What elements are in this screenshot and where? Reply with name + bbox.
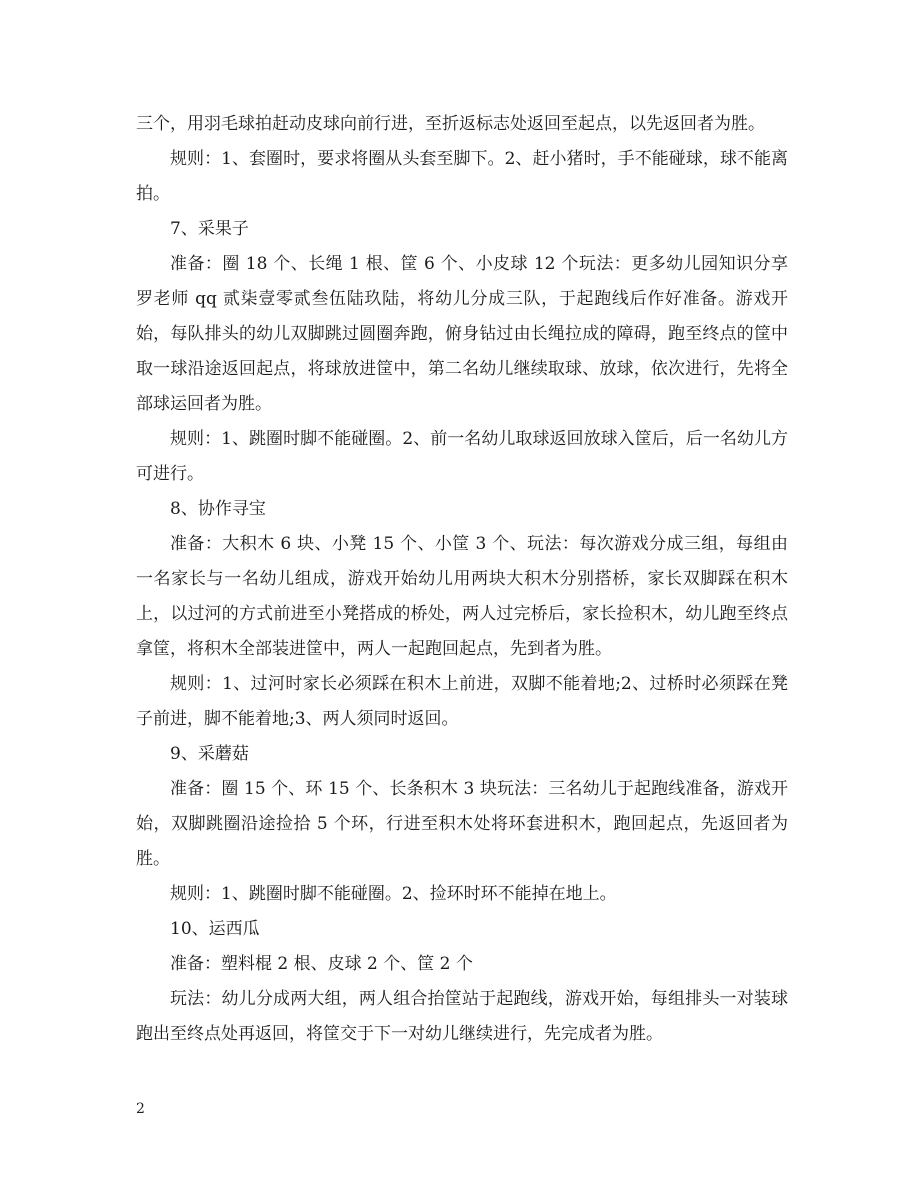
paragraph-continuation: 三个，用羽毛球拍赶动皮球向前行进，至折返标志处返回至起点，以先返回者为胜。 <box>136 114 765 134</box>
paragraph-prep-9: 准备：圈 15 个、环 15 个、长条积木 3 块玩法：三名幼儿于起跑线准备，游戏开始，双脚跳圈沿途捡拾 5 个环，行进至积木处将环套进积木，跑回起点，先返回者为胜。 <box>136 779 788 869</box>
paragraph-prep-7: 准备：圈 18 个、长绳 1 根、筐 6 个、小皮球 12 个玩法：更多幼儿园知识分享罗老师 qq 贰柒壹零贰叁伍陆玖陆，将幼儿分成三队，于起跑线后作好准备。游戏开始，每队排头的幼儿双脚跳过圆圈奔跑，俯身钻过由长绳拉成的障碍，跑至终点的筐中取一球沿途返回起点，将球放进筐中，第二名幼儿继续取球、放球，依次进行，先将全部球运回者为胜。 <box>136 254 788 414</box>
paragraph-prep-8: 准备：大积木 6 块、小凳 15 个、小筐 3 个、玩法：每次游戏分成三组，每组由一名家长与一名幼儿组成，游戏开始幼儿用两块大积木分别搭桥，家长双脚踩在积木上，以过河的方式前进至小凳搭成的桥处，两人过完桥后，家长捡积木，幼儿跑至终点拿筐，将积木全部装进筐中，两人一起跑回起点，先到者为胜。 <box>136 534 788 659</box>
paragraph-rules-9: 规则：1、跳圈时脚不能碰圈。2、捡环时环不能掉在地上。 <box>170 884 617 904</box>
heading-game-10: 10、运西瓜 <box>170 919 260 939</box>
paragraph-play-10: 玩法：幼儿分成两大组，两人组合抬筐站于起跑线，游戏开始，每组排头一对装球跑出至终点处再返回，将筐交于下一对幼儿继续进行，先完成者为胜。 <box>136 989 788 1044</box>
heading-game-7: 7、采果子 <box>170 219 249 239</box>
paragraph-rules-7: 规则：1、跳圈时脚不能碰圈。2、前一名幼儿取球返回放球入筐后，后一名幼儿方可进行。 <box>136 429 788 484</box>
paragraph-rules-6: 规则：1、套圈时，要求将圈从头套至脚下。2、赶小猪时，手不能碰球，球不能离拍。 <box>136 149 788 204</box>
paragraph-prep-10: 准备：塑料棍 2 根、皮球 2 个、筐 2 个 <box>170 954 473 974</box>
heading-game-9: 9、采蘑菇 <box>170 744 249 764</box>
document-body <box>136 107 788 1052</box>
heading-game-8: 8、协作寻宝 <box>170 499 266 519</box>
page-number: 2 <box>136 1101 145 1117</box>
paragraph-rules-8: 规则：1、过河时家长必须踩在积木上前进，双脚不能着地;2、过桥时必须踩在凳子前进，脚不能着地;3、两人须同时返回。 <box>136 674 788 729</box>
